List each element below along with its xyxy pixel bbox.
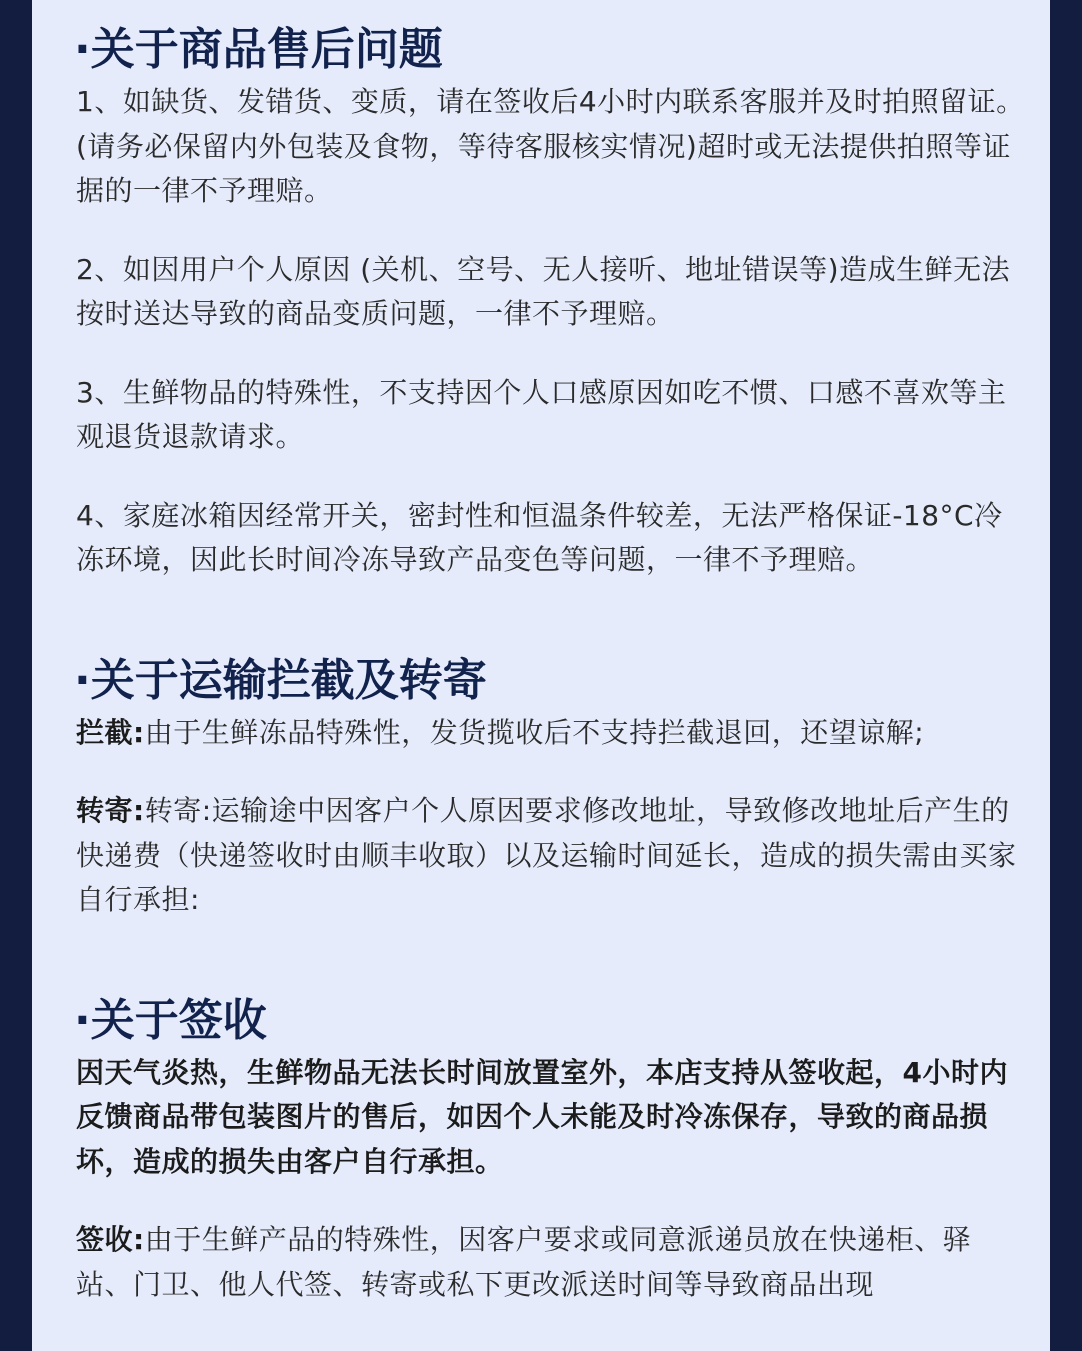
forward-text: 转寄:运输途中因客户个人原因要求修改地址，导致修改地址后产生的快递费（快递签收时由顺丰收取）以及运输时间延长，造成的损失需由买家自行承担: — [76, 794, 1017, 916]
after-sales-item-1: 1、如缺货、发错货、变质，请在签收后4小时内联系客服并及时拍照留证。(请务必保留内外包装及食物，等待客服核实情况)超时或无法提供拍照等证据的一律不予理赔。 — [76, 85, 1025, 207]
section-heading-transport: ·关于运输拦截及转寄 — [74, 654, 487, 706]
document-panel — [32, 0, 1050, 1351]
forward-label: 转寄: — [76, 794, 145, 827]
intercept-text: 由于生鲜冻品特殊性，发货揽收后不支持拦截退回，还望谅解; — [144, 715, 925, 749]
forward-paragraph — [76, 789, 1026, 923]
sign-paragraph — [76, 1218, 1026, 1307]
document-content — [76, 22, 1026, 1307]
sign-label: 签收: — [76, 1223, 145, 1256]
section-heading-after-sales: ·关于商品售后问题 — [74, 24, 443, 75]
intercept-label: 拦截: — [76, 715, 145, 749]
section-heading-signing: ·关于签收 — [74, 994, 267, 1046]
after-sales-item-2: 2、如因用户个人原因 (关机、空号、无人接听、地址错误等)造成生鲜无法按时送达导致的商品变质问题，一律不予理赔。 — [76, 252, 1011, 330]
sign-text: 由于生鲜产品的特殊性，因客户要求或同意派递员放在快递柜、驿站、门卫、他人代签、转寄或私下更改派送时间等导致商品出现 — [76, 1223, 972, 1301]
after-sales-item-4: 4、家庭冰箱因经常开关，密封性和恒温条件较差，无法严格保证-18°C冷冻环境，因此长时间冷冻导致产品变色等问题，一律不予理赔。 — [76, 498, 1003, 576]
intercept-paragraph — [76, 711, 1026, 756]
signing-notice: 因天气炎热，生鲜物品无法长时间放置室外，本店支持从签收起，4小时内反馈商品带包装图片的售后，如因个人未能及时冷冻保存，导致的商品损坏，造成的损失由客户自行承担。 — [76, 1055, 1008, 1178]
after-sales-item-3: 3、生鲜物品的特殊性，不支持因个人口感原因如吃不惯、口感不喜欢等主观退货退款请求。 — [76, 375, 1007, 453]
